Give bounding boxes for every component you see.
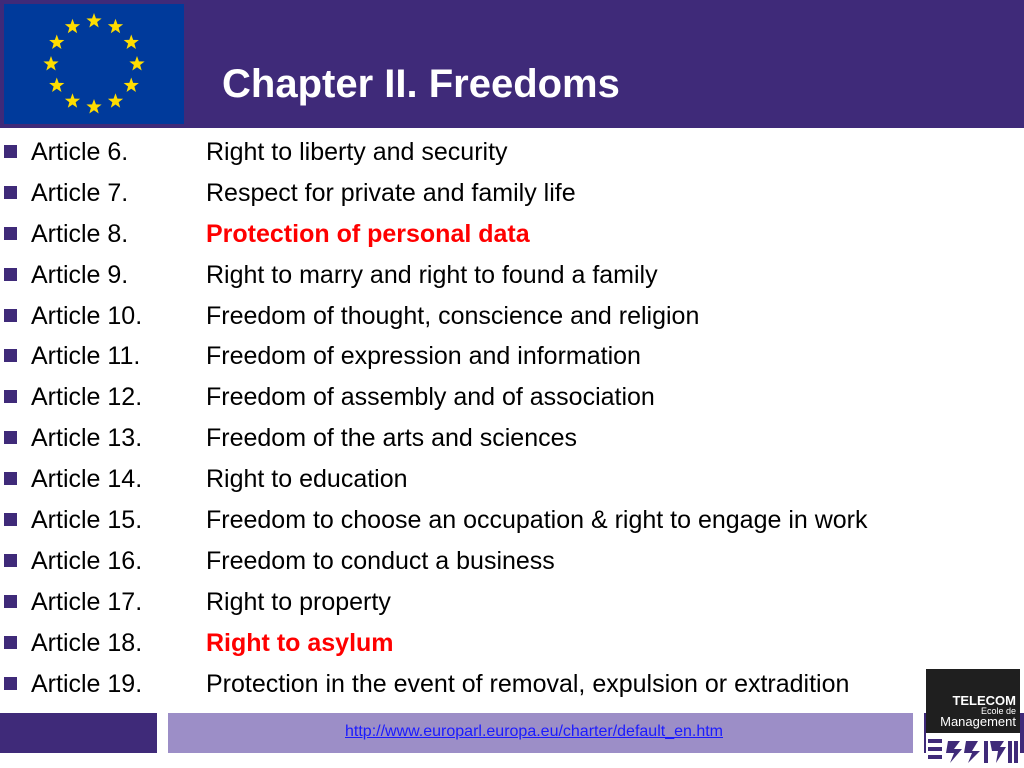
article-title: Freedom of assembly and of association (206, 383, 655, 412)
logo-line-2: Ecole de (980, 706, 1016, 716)
article-list (0, 132, 1024, 704)
article-title: Right to education (206, 465, 408, 494)
article-number: Article 6. (31, 138, 129, 166)
star-icon (49, 78, 64, 92)
star-icon (86, 13, 101, 27)
slide-header (0, 0, 1024, 128)
article-title: Freedom of expression and information (206, 342, 641, 371)
bullet-icon (4, 227, 17, 240)
article-number: Article 15. (31, 506, 143, 535)
bullet-icon (4, 595, 17, 608)
article-title: Freedom of the arts and sciences (206, 424, 578, 453)
logo-mark-icon (926, 737, 1020, 767)
bullet-icon (4, 186, 17, 199)
footer-bar-left (0, 713, 157, 753)
article-number: Article 14. (31, 465, 143, 494)
article-number: Article 8. (31, 219, 129, 248)
article-number: Article 10. (31, 301, 143, 330)
slide-title: Chapter II. Freedoms (222, 62, 620, 106)
list-item (0, 255, 1024, 296)
star-icon (49, 35, 64, 49)
star-icon (108, 93, 123, 107)
article-title: Right to liberty and security (206, 138, 508, 166)
list-item (0, 664, 1024, 705)
star-icon (124, 35, 139, 49)
star-icon (129, 56, 144, 70)
list-item (0, 582, 1024, 623)
article-number: Article 19. (31, 669, 143, 698)
star-icon (124, 78, 139, 92)
star-icon (43, 56, 58, 70)
star-icon (86, 99, 101, 113)
list-item (0, 296, 1024, 337)
logo-box (926, 669, 1020, 733)
list-item (0, 377, 1024, 418)
article-number: Article 11. (31, 342, 141, 371)
charter-link[interactable]: http://www.europarl.europa.eu/charter/default_en.htm (345, 723, 723, 740)
article-number: Article 12. (31, 383, 143, 412)
article-title: Right to marry and right to found a family (206, 260, 658, 289)
list-item (0, 214, 1024, 255)
article-title: Freedom to conduct a business (206, 546, 555, 575)
bullet-icon (4, 636, 17, 649)
bullet-icon (4, 349, 17, 362)
logo-line-3: Management (940, 714, 1016, 729)
article-number: Article 7. (31, 178, 129, 207)
article-title: Protection of personal data (206, 219, 530, 248)
article-number: Article 13. (31, 424, 143, 453)
article-number: Article 18. (31, 628, 143, 657)
bullet-icon (4, 309, 17, 322)
article-title: Protection in the event of removal, expulsion or extradition (206, 669, 850, 698)
article-number: Article 16. (31, 546, 143, 575)
eu-flag-icon (4, 4, 184, 124)
bullet-icon (4, 145, 17, 158)
bullet-icon (4, 677, 17, 690)
bullet-icon (4, 431, 17, 444)
list-item (0, 623, 1024, 664)
list-item (0, 541, 1024, 582)
logo-line-1: TELECOM (952, 693, 1016, 708)
list-item (0, 500, 1024, 541)
star-icon (65, 19, 80, 33)
article-title: Freedom to choose an occupation & right to engage in work (206, 506, 868, 535)
bullet-icon (4, 268, 17, 281)
article-title: Respect for private and family life (206, 178, 576, 207)
article-title: Right to asylum (206, 628, 394, 657)
star-icon (108, 19, 123, 33)
article-title: Freedom of thought, conscience and religion (206, 301, 700, 330)
bullet-icon (4, 513, 17, 526)
bullet-icon (4, 472, 17, 485)
star-icon (65, 93, 80, 107)
list-item (0, 132, 1024, 173)
article-number: Article 9. (31, 260, 129, 289)
list-item (0, 418, 1024, 459)
bullet-icon (4, 554, 17, 567)
list-item (0, 459, 1024, 500)
list-item (0, 173, 1024, 214)
bullet-icon (4, 390, 17, 403)
article-title: Right to property (206, 587, 391, 616)
telecom-logo (926, 669, 1020, 768)
article-number: Article 17. (31, 587, 143, 616)
list-item (0, 336, 1024, 377)
